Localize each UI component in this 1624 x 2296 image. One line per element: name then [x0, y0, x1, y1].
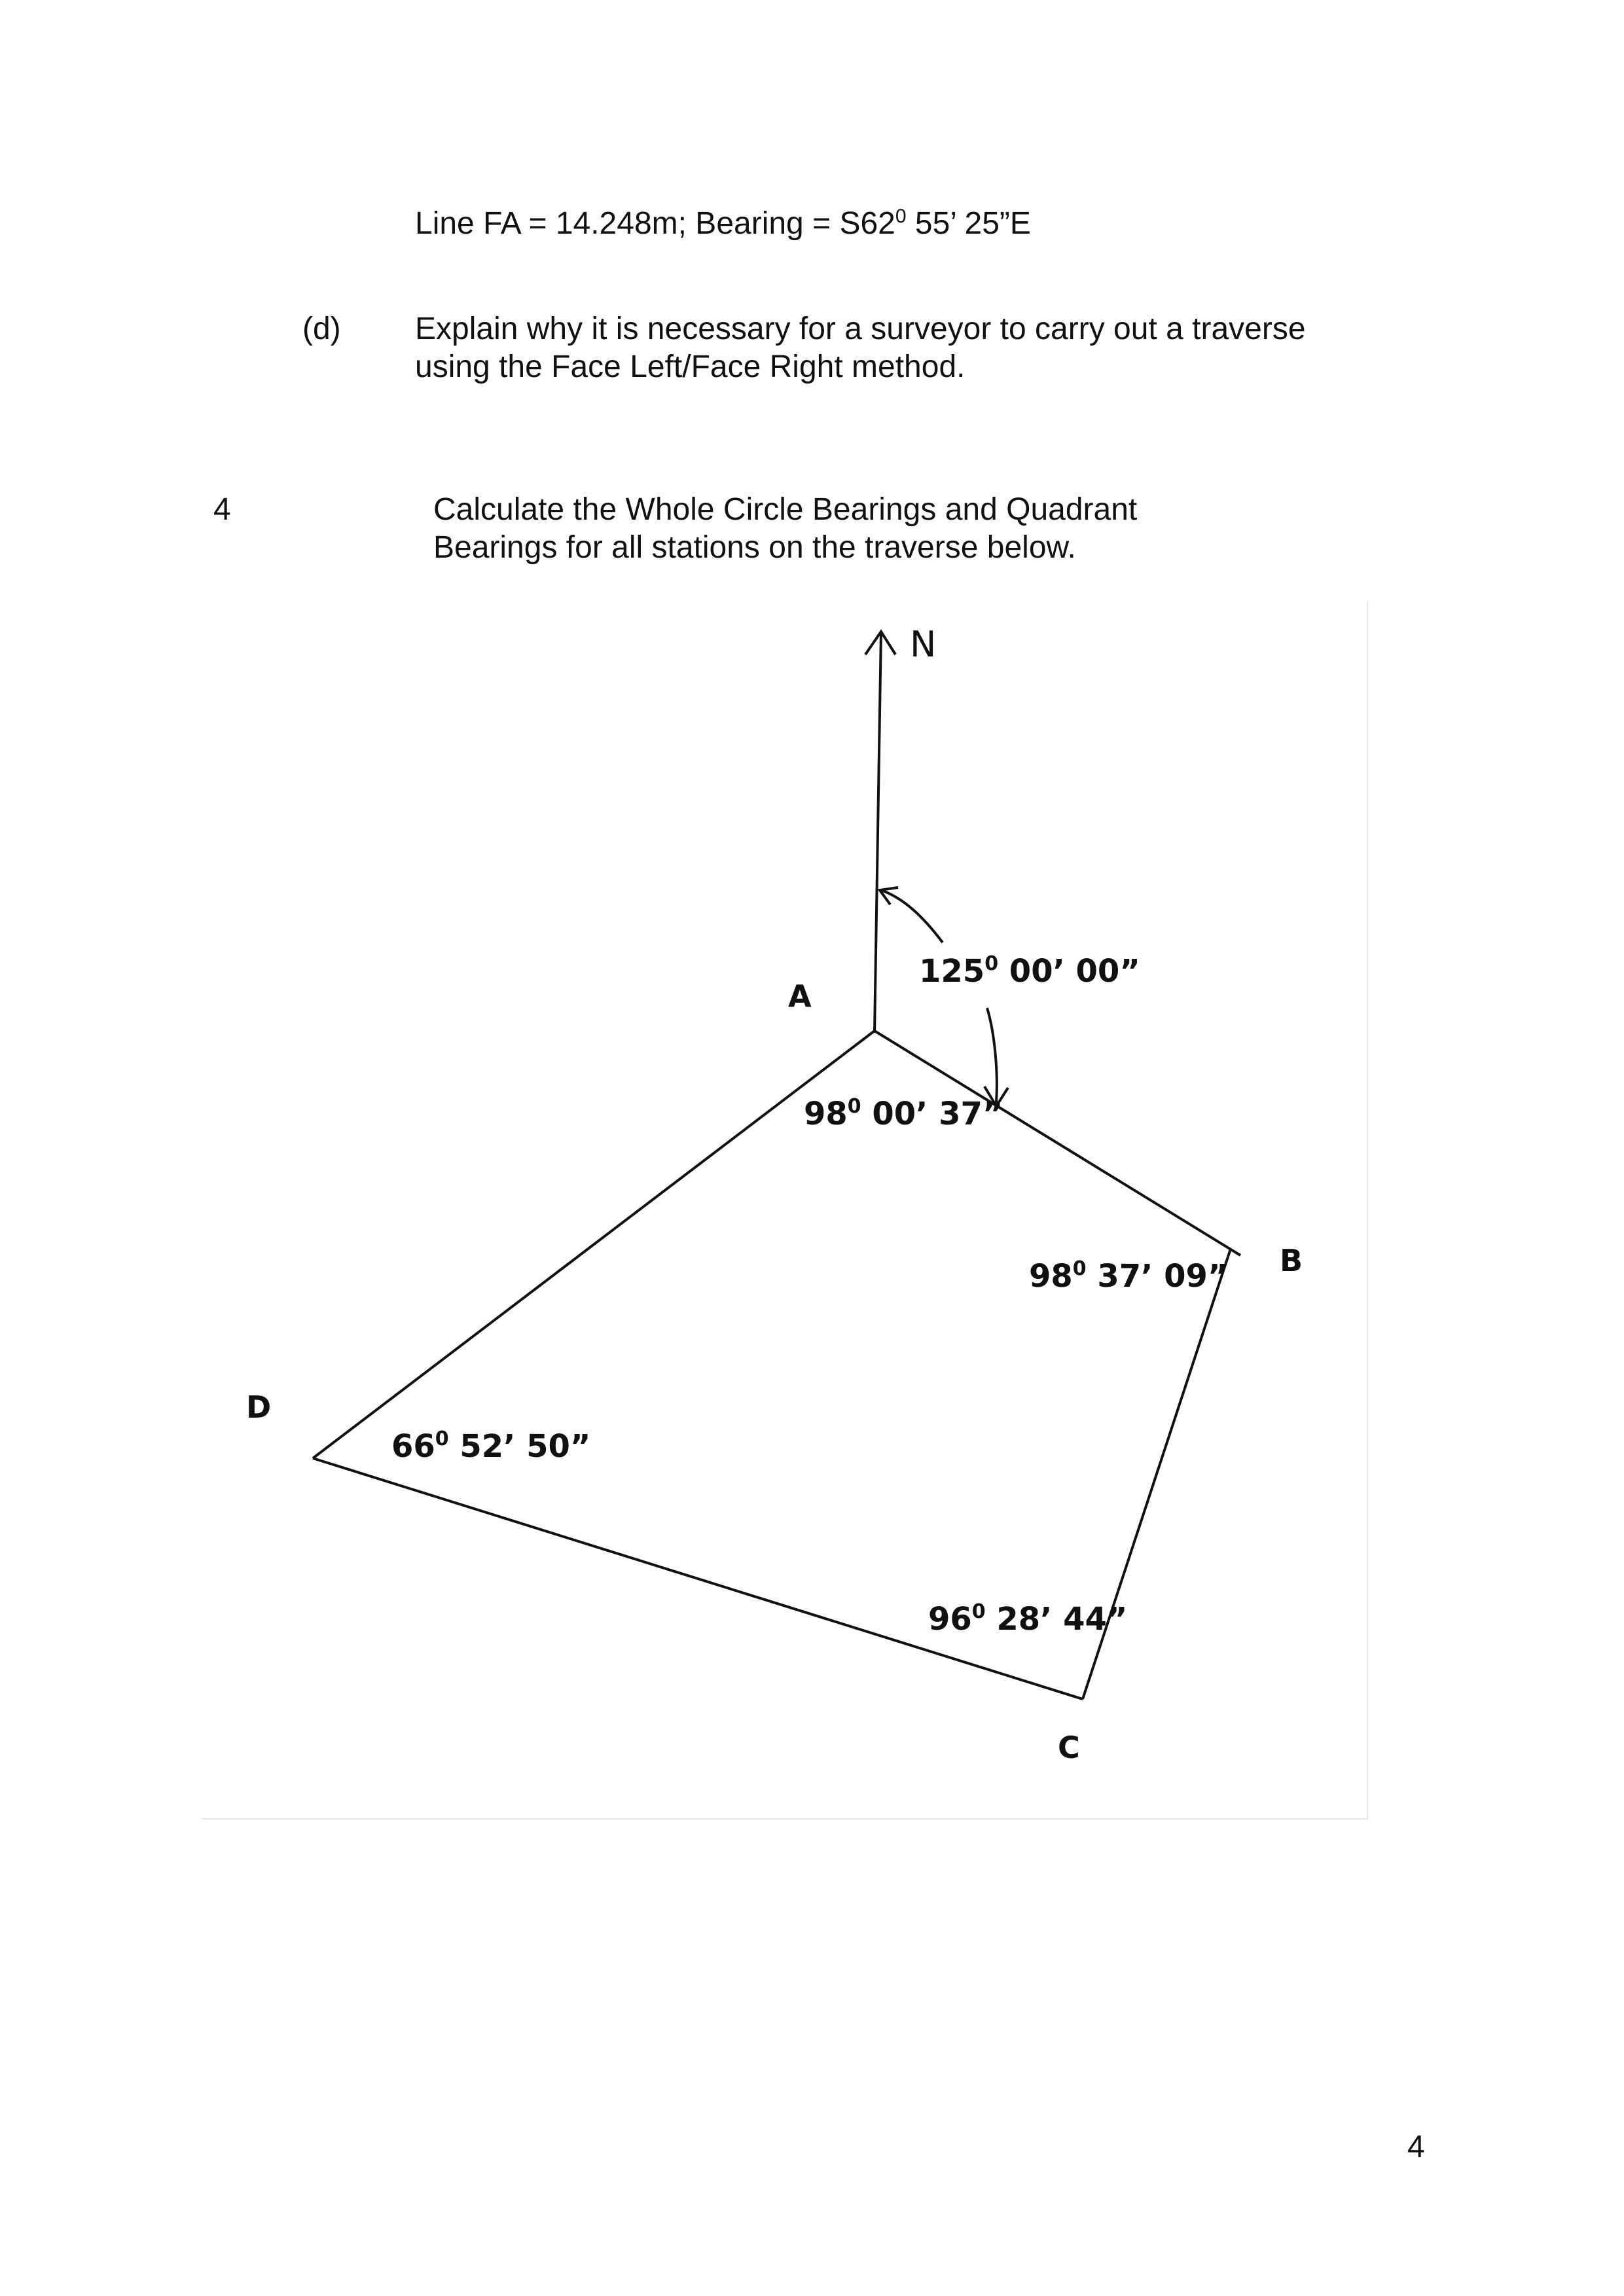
angle-b-value: $98^0$ 37’ 09”	[1029, 1257, 1229, 1295]
part-d-line2: using the Face Left/Face Right method.	[415, 350, 965, 384]
part-d-line1: Explain why it is necessary for a surveyor to carry out a traverse	[415, 312, 1306, 346]
question4-line1: Calculate the Whole Circle Bearings and Quadrant	[433, 492, 1138, 527]
angle-c-value: $96^0$ 28’ 44”	[928, 1600, 1128, 1638]
bearing-arc-upper	[881, 890, 943, 942]
line-fa-degree-sup: 0	[895, 206, 907, 227]
line-fa-prefix: Line FA = 14.248m; Bearing = S62	[415, 206, 895, 241]
bearing-ab-value: $125^0$ 00’ 00”	[919, 952, 1140, 990]
line-ab	[875, 1031, 1240, 1255]
station-a-label: A	[788, 978, 812, 1014]
question4-line2: Bearings for all stations on the traverse below.	[433, 530, 1076, 565]
angle-d-value: $66^0$ 52’ 50”	[391, 1427, 591, 1465]
station-c-label: C	[1058, 1730, 1080, 1765]
line-cd	[313, 1458, 1083, 1699]
question-number: 4	[213, 492, 231, 527]
station-b-label: B	[1280, 1243, 1303, 1278]
page-number: 4	[1407, 2130, 1425, 2164]
angle-a-value: $98^0$ 00’ 37”	[804, 1095, 1003, 1132]
line-da	[313, 1031, 875, 1458]
part-d-label: (d)	[302, 312, 341, 346]
bearing-arc-lower	[987, 1008, 997, 1102]
north-line	[875, 632, 881, 1033]
line-fa-suffix: 55’ 25”E	[906, 206, 1031, 241]
station-d-label: D	[246, 1390, 272, 1425]
north-label: N	[910, 624, 937, 665]
